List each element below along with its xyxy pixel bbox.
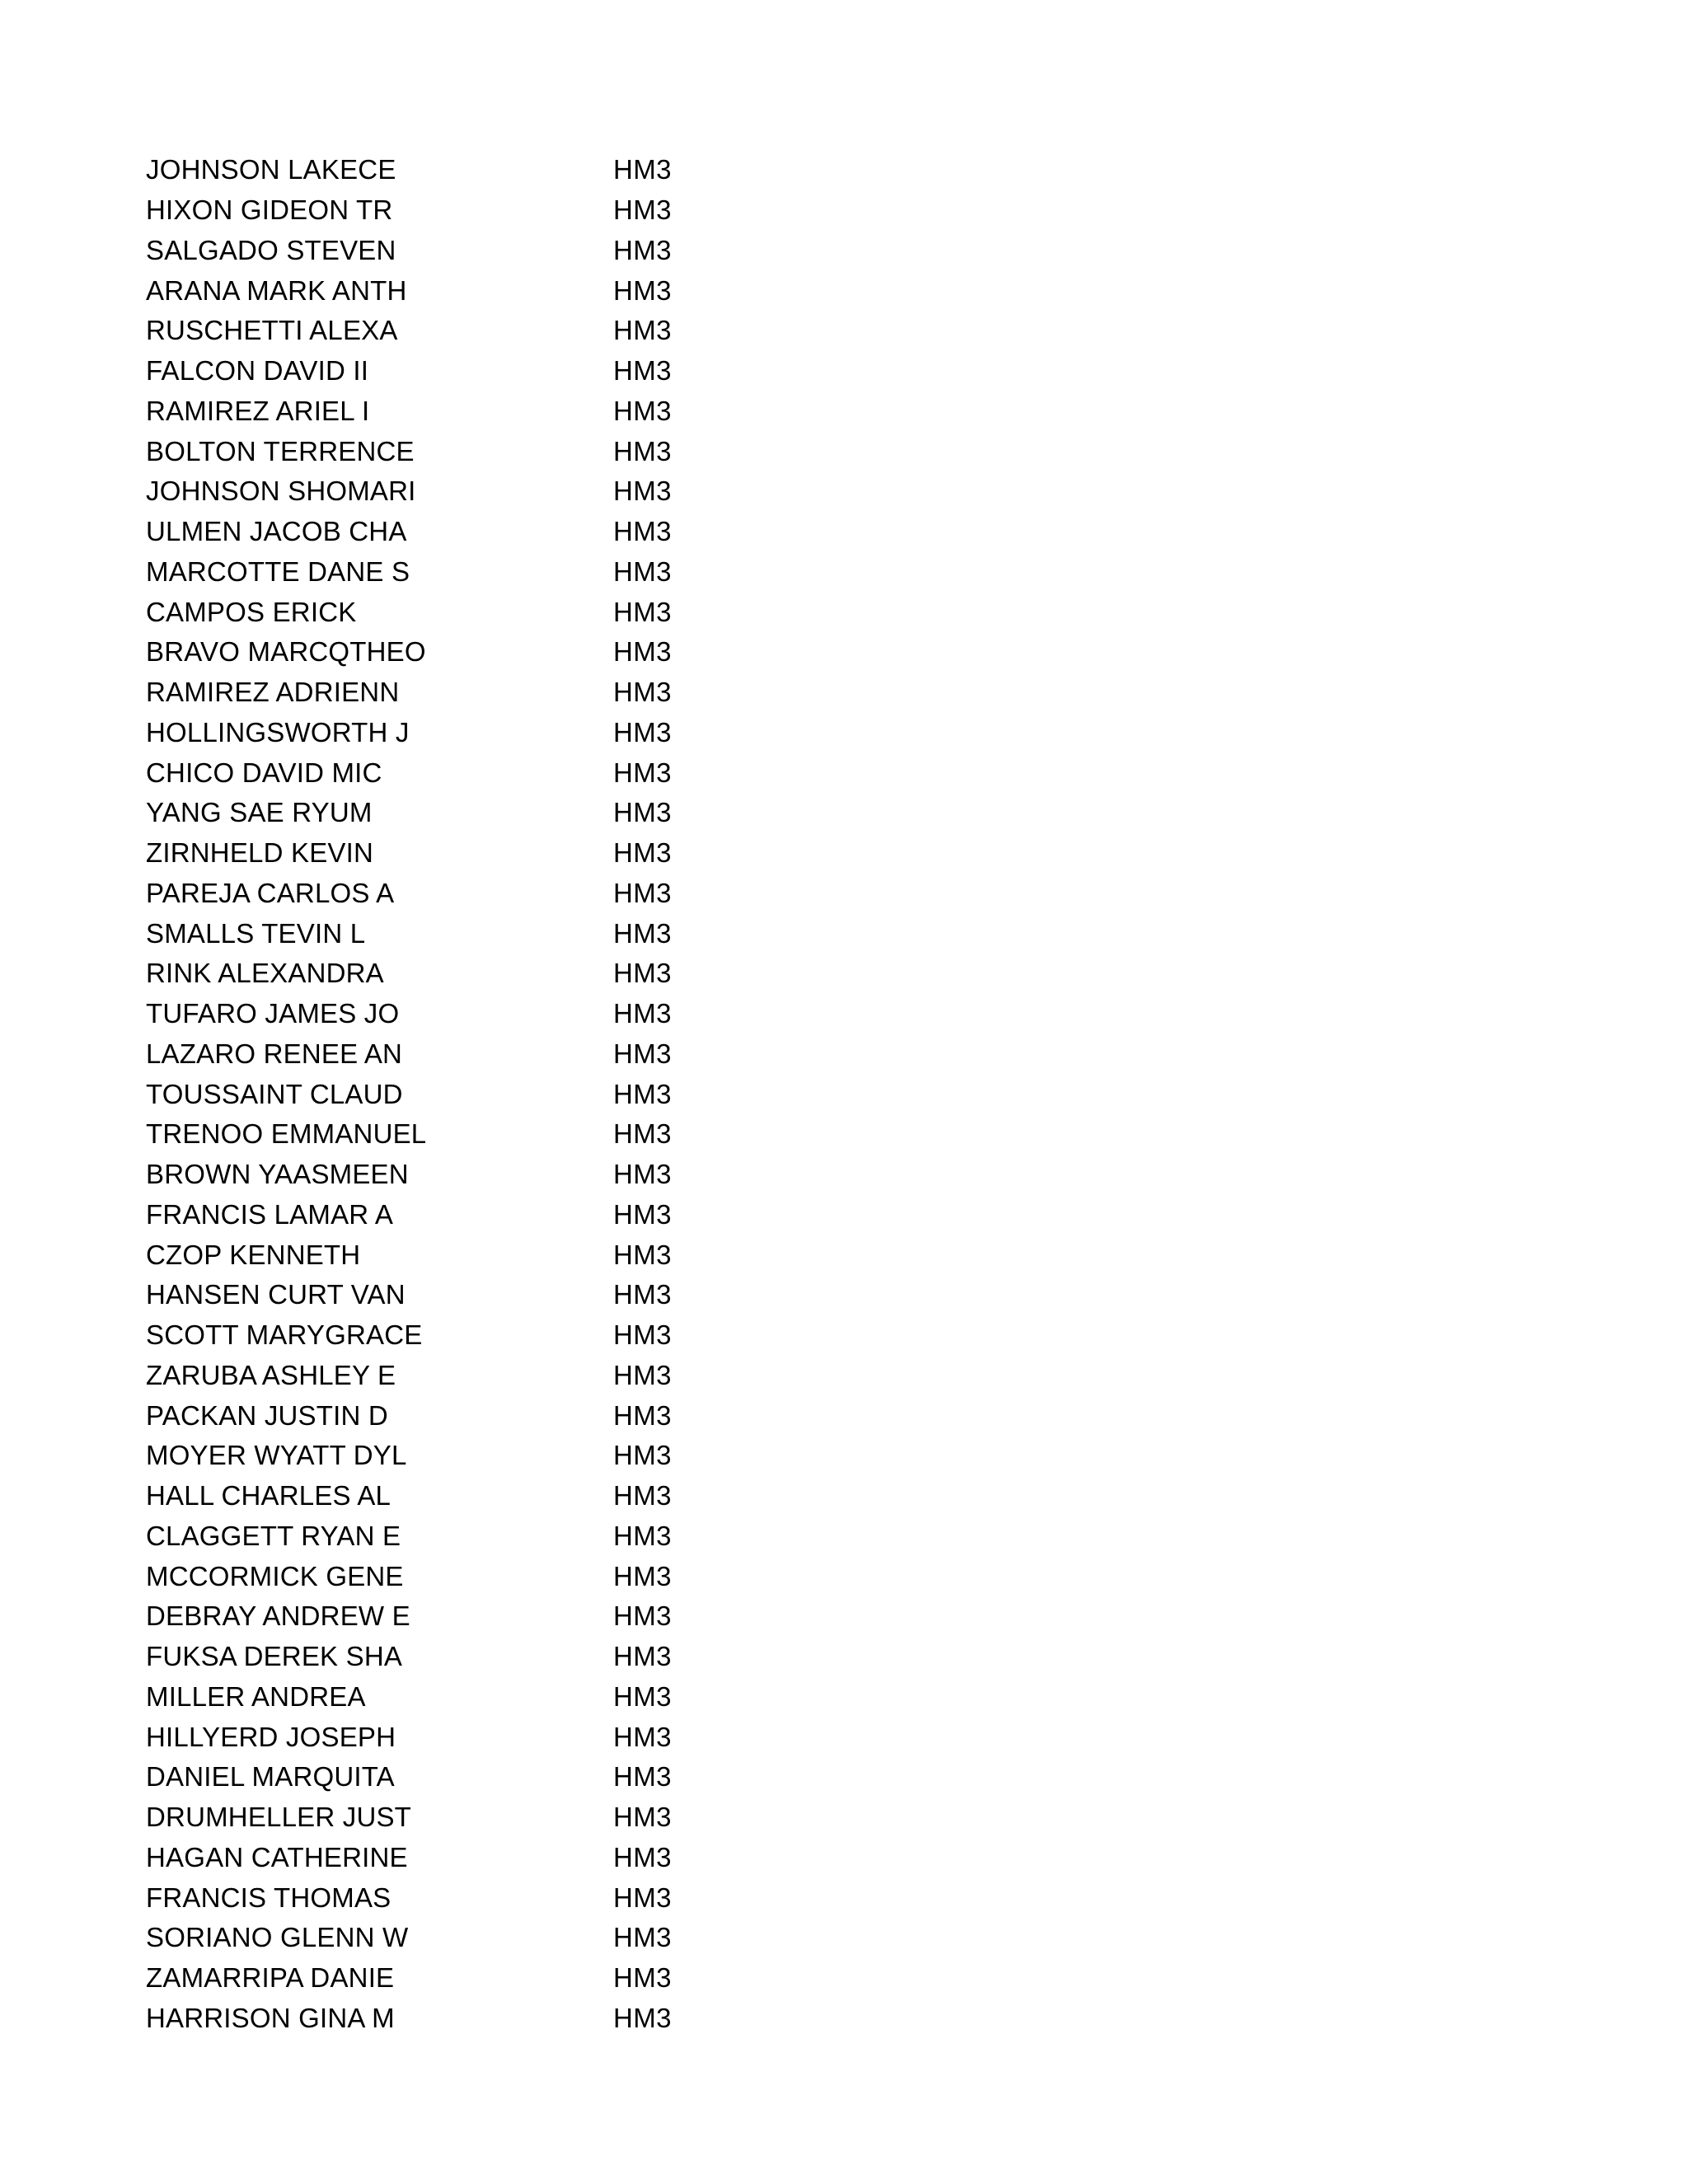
member-name: ZARUBA ASHLEY E: [146, 1359, 396, 1390]
member-name: HAGAN CATHERINE: [146, 1841, 408, 1872]
member-rate: HM3: [613, 435, 672, 466]
member-name: SCOTT MARYGRACE: [146, 1319, 423, 1351]
roster-row: [146, 673, 739, 713]
member-rate: HM3: [613, 1319, 672, 1351]
roster-row: [146, 512, 739, 552]
member-name: PACKAN JUSTIN D: [146, 1399, 388, 1431]
roster-row: [146, 1195, 739, 1235]
member-rate: HM3: [613, 1721, 672, 1752]
member-name: MCCORMICK GENE: [146, 1560, 404, 1591]
member-name: RAMIREZ ARIEL I: [146, 395, 370, 426]
roster-row: [146, 1476, 739, 1516]
roster-row: [146, 1717, 739, 1757]
member-name: CZOP KENNETH: [146, 1239, 361, 1270]
member-name: TRENOO EMMANUEL: [146, 1118, 427, 1150]
member-rate: HM3: [613, 677, 672, 708]
member-name: CAMPOS ERICK: [146, 596, 357, 627]
roster-row: [146, 1516, 739, 1557]
roster-row: [146, 1074, 739, 1114]
member-name: PAREJA CARLOS A: [146, 877, 395, 908]
member-rate: HM3: [613, 1118, 672, 1150]
member-rate: HM3: [613, 1399, 672, 1431]
roster-row: [146, 190, 739, 231]
roster-row: [146, 1918, 739, 1958]
roster-row: [146, 994, 739, 1034]
member-rate: HM3: [613, 1078, 672, 1109]
member-name: CHICO DAVID MIC: [146, 757, 382, 788]
member-rate: HM3: [613, 757, 672, 788]
member-rate: HM3: [613, 958, 672, 989]
member-name: MOYER WYATT DYL: [146, 1440, 407, 1471]
member-rate: HM3: [613, 315, 672, 346]
roster-row: [146, 1596, 739, 1637]
member-rate: HM3: [613, 555, 672, 587]
member-name: BRAVO MARCQTHEO: [146, 636, 426, 668]
roster-row: [146, 431, 739, 471]
member-rate: HM3: [613, 1159, 672, 1190]
member-name: HANSEN CURT VAN: [146, 1279, 406, 1310]
member-rate: HM3: [613, 476, 672, 507]
member-name: FRANCIS THOMAS: [146, 1882, 392, 1913]
member-rate: HM3: [613, 1601, 672, 1632]
roster-row: [146, 351, 739, 391]
member-rate: HM3: [613, 154, 672, 185]
member-name: DEBRAY ANDREW E: [146, 1601, 410, 1632]
member-name: HARRISON GINA M: [146, 2002, 395, 2033]
member-name: ZIRNHELD KEVIN: [146, 837, 374, 869]
member-rate: HM3: [613, 716, 672, 748]
roster-row: [146, 1275, 739, 1315]
roster-row: [146, 632, 739, 673]
roster-row: [146, 833, 739, 874]
roster-row: [146, 391, 739, 432]
roster-row: [146, 1114, 739, 1155]
member-rate: HM3: [613, 877, 672, 908]
member-rate: HM3: [613, 274, 672, 306]
roster-row: [146, 1958, 739, 1999]
roster-row: [146, 1838, 739, 1878]
roster-row: [146, 913, 739, 954]
member-name: TOUSSAINT CLAUD: [146, 1078, 403, 1109]
member-rate: HM3: [613, 1239, 672, 1270]
member-rate: HM3: [613, 917, 672, 949]
member-name: FALCON DAVID II: [146, 355, 369, 387]
roster-row: [146, 1436, 739, 1476]
roster-row: [146, 150, 739, 190]
member-rate: HM3: [613, 1480, 672, 1511]
member-rate: HM3: [613, 234, 672, 265]
roster-row: [146, 1877, 739, 1918]
member-rate: HM3: [613, 636, 672, 668]
member-rate: HM3: [613, 797, 672, 828]
member-rate: HM3: [613, 1520, 672, 1551]
roster-row: [146, 1556, 739, 1596]
member-rate: HM3: [613, 596, 672, 627]
roster-row: [146, 1356, 739, 1396]
member-name: FUKSA DEREK SHA: [146, 1641, 403, 1672]
member-name: MARCOTTE DANE S: [146, 555, 410, 587]
member-rate: HM3: [613, 1440, 672, 1471]
member-name: SALGADO STEVEN: [146, 234, 396, 265]
roster-row: [146, 793, 739, 833]
member-name: LAZARO RENEE AN: [146, 1038, 403, 1069]
roster-row: [146, 592, 739, 632]
member-rate: HM3: [613, 1802, 672, 1833]
member-name: JOHNSON LAKECE: [146, 154, 396, 185]
roster-row: [146, 1034, 739, 1075]
member-name: RUSCHETTI ALEXA: [146, 315, 398, 346]
roster-row: [146, 874, 739, 914]
roster-row: [146, 471, 739, 512]
member-name: HALL CHARLES AL: [146, 1480, 392, 1511]
roster-row: [146, 752, 739, 793]
member-rate: HM3: [613, 395, 672, 426]
roster-row: [146, 311, 739, 351]
roster-row: [146, 231, 739, 271]
roster-row: [146, 1757, 739, 1797]
member-rate: HM3: [613, 1841, 672, 1872]
member-name: ULMEN JACOB CHA: [146, 516, 407, 547]
member-rate: HM3: [613, 1279, 672, 1310]
member-name: TUFARO JAMES JO: [146, 998, 400, 1029]
roster-row: [146, 954, 739, 994]
member-rate: HM3: [613, 1922, 672, 1953]
roster-row: [146, 1155, 739, 1195]
member-rate: HM3: [613, 1882, 672, 1913]
member-name: HOLLINGSWORTH J: [146, 716, 410, 748]
member-name: MILLER ANDREA: [146, 1680, 366, 1712]
roster-row: [146, 270, 739, 311]
member-name: CLAGGETT RYAN E: [146, 1520, 401, 1551]
member-name: RINK ALEXANDRA: [146, 958, 384, 989]
member-name: RAMIREZ ADRIENN: [146, 677, 400, 708]
member-rate: HM3: [613, 998, 672, 1029]
member-rate: HM3: [613, 1641, 672, 1672]
member-rate: HM3: [613, 1198, 672, 1230]
member-name: FRANCIS LAMAR A: [146, 1198, 394, 1230]
member-rate: HM3: [613, 1560, 672, 1591]
roster-row: [146, 1677, 739, 1718]
member-rate: HM3: [613, 1962, 672, 1994]
member-name: BROWN YAASMEEN: [146, 1159, 409, 1190]
roster-row: [146, 1315, 739, 1356]
member-name: HIXON GIDEON TR: [146, 194, 393, 226]
member-rate: HM3: [613, 1761, 672, 1793]
member-rate: HM3: [613, 1038, 672, 1069]
roster-row: [146, 1395, 739, 1436]
roster-row: [146, 1797, 739, 1838]
roster-row: [146, 1637, 739, 1677]
member-rate: HM3: [613, 194, 672, 226]
member-name: JOHNSON SHOMARI: [146, 476, 416, 507]
member-name: SMALLS TEVIN L: [146, 917, 366, 949]
member-rate: HM3: [613, 1359, 672, 1390]
member-rate: HM3: [613, 516, 672, 547]
roster-row: [146, 1235, 739, 1275]
member-rate: HM3: [613, 2002, 672, 2033]
member-rate: HM3: [613, 355, 672, 387]
member-rate: HM3: [613, 1680, 672, 1712]
member-name: ZAMARRIPA DANIE: [146, 1962, 395, 1994]
roster-list: [146, 150, 739, 2038]
member-name: YANG SAE RYUM: [146, 797, 373, 828]
roster-row: [146, 552, 739, 593]
member-name: DANIEL MARQUITA: [146, 1761, 395, 1793]
roster-row: [146, 713, 739, 753]
member-name: BOLTON TERRENCE: [146, 435, 415, 466]
member-name: DRUMHELLER JUST: [146, 1802, 412, 1833]
member-name: ARANA MARK ANTH: [146, 274, 407, 306]
member-name: HILLYERD JOSEPH: [146, 1721, 396, 1752]
roster-row: [146, 1999, 739, 2039]
member-name: SORIANO GLENN W: [146, 1922, 409, 1953]
member-rate: HM3: [613, 837, 672, 869]
